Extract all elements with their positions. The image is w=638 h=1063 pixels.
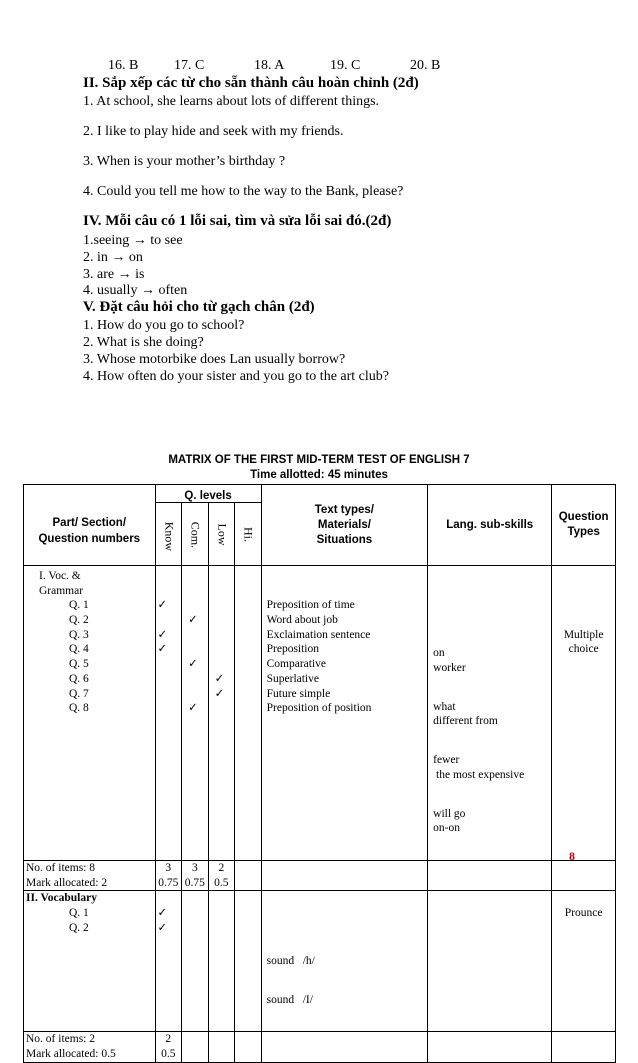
section4-heading: IV. Mỗi câu có 1 lỗi sai, tìm và sửa lỗi sai đó.(2đ) (83, 213, 392, 229)
header-level-know: Know (155, 503, 182, 566)
section4-item-2: 2. in → on (83, 250, 143, 265)
grammar-low-sum: 2 0.5 (208, 860, 235, 890)
vocab-qtype: Prounce (552, 891, 616, 1032)
answer-20: 20. B (410, 58, 441, 73)
section2-item-4: 4. Could you tell me how to the way to the Bank, please? (83, 184, 404, 199)
vocab-know: ✓ ✓ (155, 891, 182, 1032)
section2-item-1: 1. At school, she learns about lots of different things. (83, 94, 380, 109)
answer-18: 18. A (254, 58, 285, 73)
grammar-texttypes: Preposition of time Word about job Exclaimation sentence Preposition Comparative Superlative Future simple Preposition of position (261, 566, 428, 861)
grammar-hi (235, 566, 262, 861)
grammar-know-sum: 3 0.75 (155, 860, 182, 890)
section5-item-1: 1. How do you go to school? (83, 318, 245, 333)
grammar-qtype: Multiple choice (552, 566, 616, 861)
section5-item-4: 4. How often do your sister and you go to the art club? (83, 369, 389, 384)
header-texttypes: Text types/ Materials/ Situations (261, 485, 428, 566)
matrix-subtitle: Time allotted: 45 minutes (250, 469, 388, 481)
answer-19: 19. C (330, 58, 361, 73)
grammar-know: ✓ ✓ ✓ (155, 566, 182, 861)
header-qlevels: Q. levels (155, 485, 261, 503)
page-number: 8 (569, 849, 575, 863)
matrix-table (23, 484, 616, 1063)
header-level-hi: Hi. (235, 503, 262, 566)
answer-16: 16. B (108, 58, 139, 73)
header-level-low: Low (208, 503, 235, 566)
section5-item-3: 3. Whose motorbike does Lan usually borrow? (83, 352, 346, 367)
grammar-com-sum: 3 0.75 (182, 860, 209, 890)
header-langsub: Lang. sub-skills (428, 485, 552, 566)
answer-row (0, 58, 638, 74)
vocab-texttypes: sound /h/ sound /I/ (261, 891, 428, 1032)
section4-item-1: 1.seeing → to see (83, 233, 183, 248)
section4-item-4: 4. usually → often (83, 283, 188, 298)
grammar-langsub: on worker what different from fewer the most expensive will go on-on (428, 566, 552, 861)
grammar-part: I. Voc. & Grammar Q. 1 Q. 2 Q. 3 Q. 4 Q. 5 Q. 6 Q. 7 Q. 8 (24, 566, 156, 861)
vocab-know-sum: 2 0.5 (155, 1032, 182, 1062)
grammar-low: ✓ ✓ (208, 566, 235, 861)
matrix-title: MATRIX OF THE FIRST MID-TERM TEST OF ENGLISH 7 (168, 454, 470, 466)
section2-item-3: 3. When is your mother’s birthday ? (83, 154, 286, 169)
grammar-summary: No. of items: 8 Mark allocated: 2 (24, 860, 156, 890)
section2-item-2: 2. I like to play hide and seek with my friends. (83, 124, 344, 139)
section4-item-3: 3. are → is (83, 267, 145, 282)
header-qtypes: Question Types (552, 485, 616, 566)
vocab-part: II. Vocabulary Q. 1 Q. 2 (24, 891, 156, 1032)
answer-17: 17. C (174, 58, 205, 73)
grammar-com: ✓ ✓ ✓ (182, 566, 209, 861)
header-level-com: Com. (182, 503, 209, 566)
section5-item-2: 2. What is she doing? (83, 335, 204, 350)
header-part: Part/ Section/ Question numbers (24, 485, 156, 566)
section2-heading: II. Sắp xếp các từ cho sẵn thành câu hoàn chỉnh (2đ) (83, 75, 419, 91)
section5-heading: V. Đặt câu hỏi cho từ gạch chân (2đ) (83, 299, 315, 315)
vocab-summary: No. of items: 2 Mark allocated: 0.5 (24, 1032, 156, 1062)
